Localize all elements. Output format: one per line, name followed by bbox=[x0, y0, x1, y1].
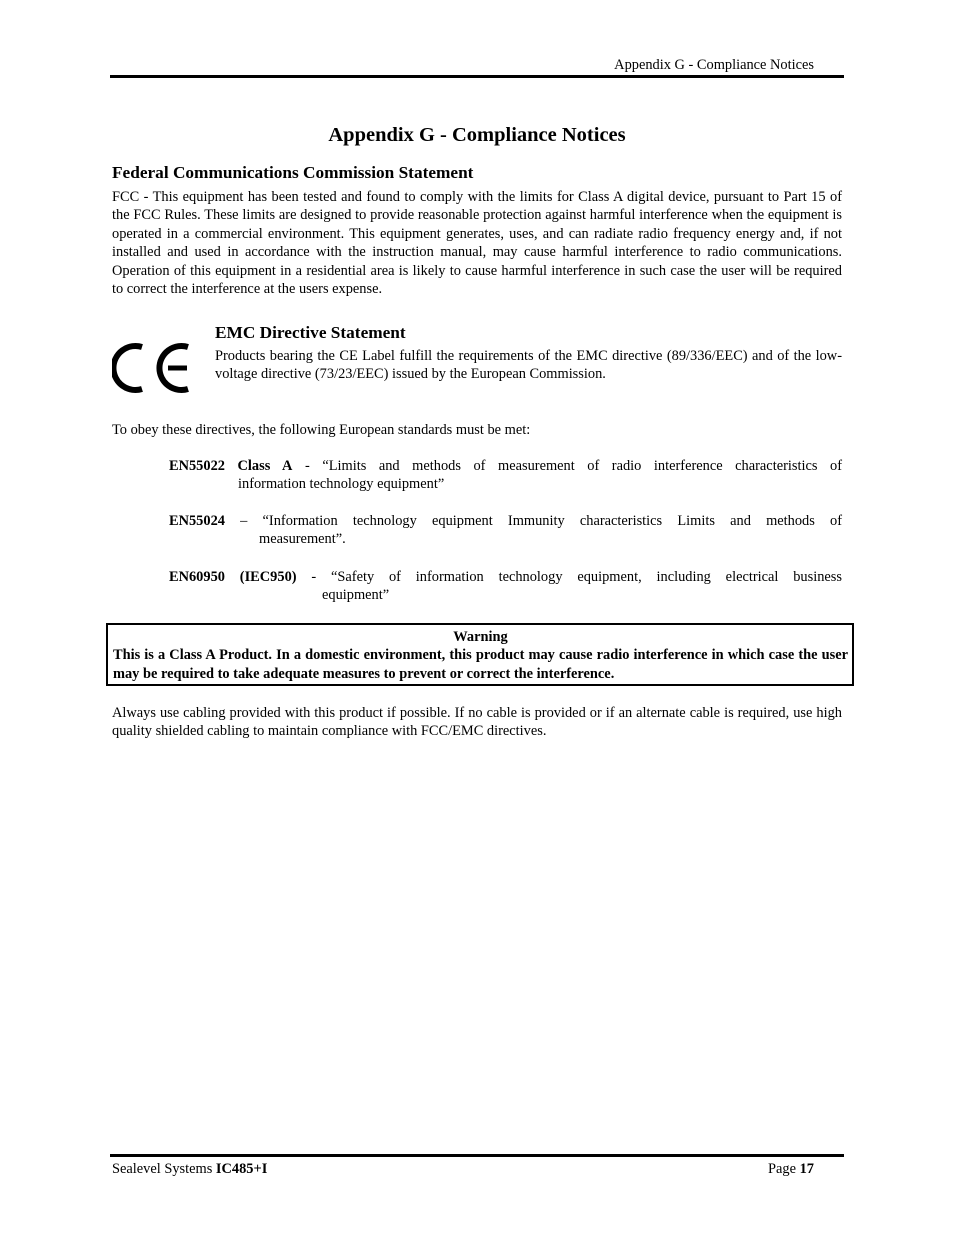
cabling-paragraph: Always use cabling provided with this product if possible. If no cable is provided or if an alternate cable is required, use high quality shielded cabling to maintain compliance with FCC/EMC directives. bbox=[112, 705, 842, 740]
warning-box bbox=[106, 623, 854, 686]
fcc-heading: Federal Communications Commission Statement bbox=[112, 163, 474, 182]
standard-code: EN55024 bbox=[169, 513, 225, 529]
footer-left bbox=[112, 1160, 267, 1178]
emc-heading: EMC Directive Statement bbox=[215, 323, 406, 342]
footer-page-label: Page bbox=[768, 1161, 800, 1177]
ce-mark-logo bbox=[112, 342, 194, 394]
standard-item bbox=[169, 568, 842, 605]
warning-text: This is a Class A Product. In a domestic environment, this product may cause radio interference in which case the user may be required to take adequate measures to prevent or correct the interference. bbox=[113, 647, 848, 682]
page-number: 17 bbox=[799, 1161, 814, 1177]
standard-item bbox=[169, 512, 842, 549]
standard-text: “Information technology equipment Immunity characteristics Limits and methods of bbox=[262, 513, 843, 529]
standard-text: “Safety of information technology equipment, including electrical business bbox=[331, 569, 843, 585]
standard-text-cont: information technology equipment” bbox=[238, 476, 445, 493]
standard-text-cont: measurement”. bbox=[259, 531, 346, 548]
standard-separator: - bbox=[296, 569, 332, 585]
standard-code: EN55022 Class A bbox=[169, 458, 293, 474]
warning-title: Warning bbox=[453, 629, 508, 645]
standard-item bbox=[169, 457, 842, 494]
page-title: Appendix G - Compliance Notices bbox=[328, 124, 626, 146]
standard-code: EN60950 (IEC950) bbox=[169, 569, 297, 585]
standard-text-cont: equipment” bbox=[322, 587, 390, 604]
fcc-paragraph: FCC - This equipment has been tested and found to comply with the limits for Class A digital device, pursuant to Part 15 of the FCC Rules. These limits are designed to provide reasonable protection against harmful interference when the equipment is operated in a commercial environment. This equipment generates, uses, and can radiate radio frequency energy and, if not installed and used in accordance with the instruction manual, may cause harmful interference to radio communications. Operation of this equipment in a residential area is likely to cause harmful interference in such case the user will be required to correct the interference at the users expense. bbox=[112, 189, 842, 298]
footer-rule bbox=[110, 1154, 844, 1157]
footer-right bbox=[600, 1160, 814, 1178]
standard-text: “Limits and methods of measurement of radio interference characteristics of bbox=[322, 458, 842, 474]
standards-intro: To obey these directives, the following European standards must be met: bbox=[112, 422, 531, 438]
standard-separator: - bbox=[292, 458, 323, 474]
emc-paragraph: Products bearing the CE Label fulfill the requirements of the EMC directive (89/336/EEC) and of the low-voltage directive (73/23/EEC) issued by the European Commission. bbox=[215, 348, 842, 383]
running-header: Appendix G - Compliance Notices bbox=[614, 57, 814, 73]
header-rule bbox=[110, 75, 844, 78]
standard-separator: – bbox=[224, 513, 263, 529]
footer-company: Sealevel Systems bbox=[112, 1161, 216, 1177]
footer-product: IC485+I bbox=[215, 1161, 268, 1177]
